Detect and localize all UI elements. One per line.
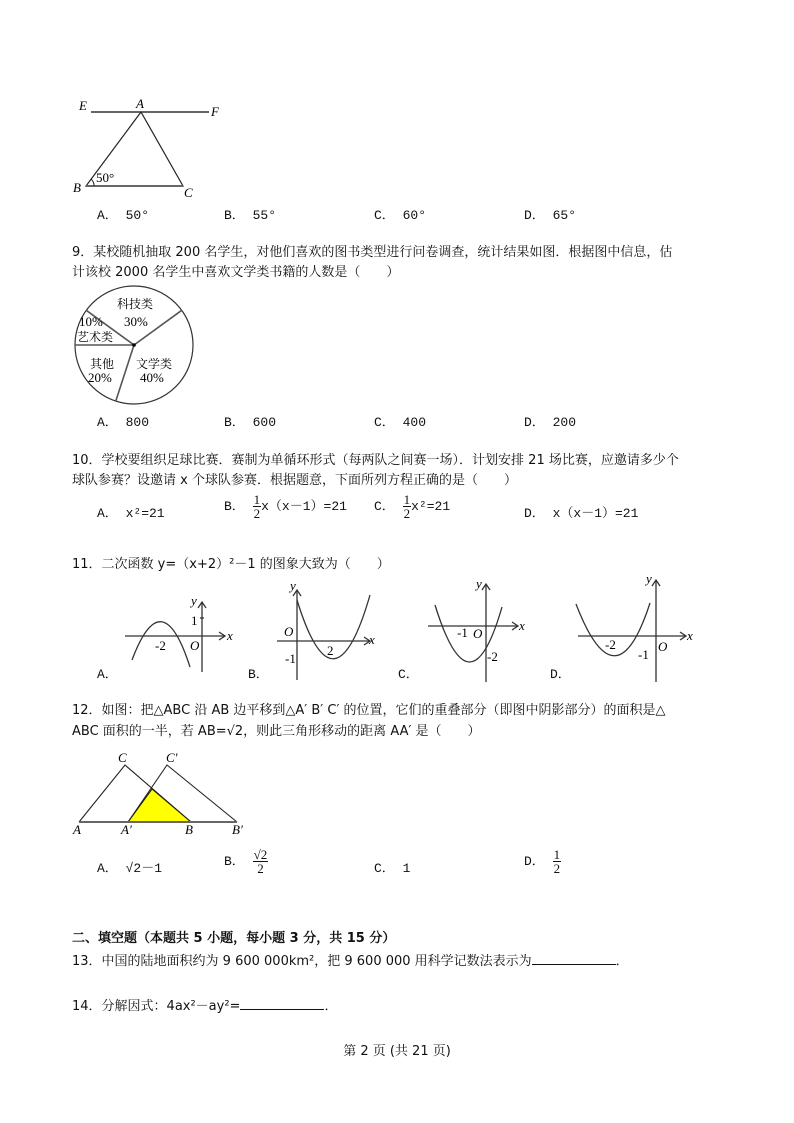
q9-option-c[interactable]: C． 400 [374, 415, 427, 430]
q11-option-d[interactable]: D． [550, 667, 571, 682]
fraction: $\frac{1}{2}$ [553, 847, 561, 876]
q12-option-d[interactable] [524, 848, 561, 875]
answer-blank[interactable] [240, 997, 324, 1010]
option-label: D． [524, 853, 545, 869]
q9-option-d[interactable]: D． 200 [524, 415, 577, 430]
pie-value-science: 30% [124, 314, 148, 329]
pie-slice-boundary [116, 345, 134, 401]
label-C: C [118, 750, 127, 765]
graph-a-origin: O [190, 638, 200, 653]
q12-question-line1: 12．如图：把△ABC 沿 AB 边平移到△A′ B′ C′ 的位置，它们的重叠部分（即图中阴影部分）的面积是△ [72, 703, 666, 718]
q9-option-a[interactable]: A． 800 [97, 415, 150, 430]
fraction: $\frac{√2}{2}$ [253, 847, 268, 876]
graph-a [125, 602, 225, 672]
graph-d-origin: O [658, 639, 668, 654]
q12-option-a[interactable]: A． √2－1 [97, 861, 163, 876]
q11-question: 11．二次函数 y=（x+2）²－1 的图象大致为（ ） [72, 557, 390, 572]
graph-a-tick: 1 [191, 613, 198, 628]
q8-option-b[interactable]: B． 55° [224, 208, 277, 223]
label-C-prime: C′ [166, 750, 178, 765]
graph-a-y-label: y [191, 593, 197, 608]
option-label: C． [374, 498, 395, 514]
pie-label-art: 艺术类 [77, 330, 114, 344]
option-label: B． [224, 498, 245, 514]
graph-b-origin: O [284, 624, 294, 639]
graph-c-x-label: x [519, 618, 525, 633]
graph-c-origin: O [473, 626, 483, 641]
graph-b-tick: 2 [327, 643, 334, 658]
label-B-prime: B′ [232, 822, 243, 837]
pie-label-science: 科技类 [117, 297, 154, 311]
option-text: x²=21 [411, 498, 451, 514]
graph-a-tick: -2 [155, 638, 166, 653]
page-footer: 第 2 页 (共 21 页) [343, 1044, 451, 1059]
label-A: A [73, 822, 81, 837]
q11-option-a[interactable]: A． [97, 667, 118, 682]
section-title: 二、填空题（本题共 5 小题，每小题 3 分，共 15 分） [72, 931, 396, 946]
answer-blank[interactable] [532, 952, 616, 965]
q11-option-c[interactable]: C． [398, 667, 419, 682]
pie-value-literature: 40% [140, 370, 164, 385]
pie-value-other: 20% [88, 370, 112, 385]
label-F: F [211, 104, 219, 119]
q12-option-b[interactable] [224, 848, 268, 875]
pie-value-art: 10% [79, 314, 103, 329]
q10-option-d[interactable]: D． x（x－1）=21 [524, 506, 639, 521]
graph-b-x-label: x [369, 632, 375, 647]
q9-question-line1: 9．某校随机抽取 200 名学生，对他们喜欢的图书类型进行问卷调查，统计结果如图．根据图中信息，估 [72, 245, 673, 260]
graph-d [576, 580, 686, 682]
q12-question-line2: ABC 面积的一半，若 AB=√2，则此三角形移动的距离 AA′ 是（ ） [72, 724, 481, 739]
graph-d-x-label: x [687, 628, 693, 643]
q10-option-a[interactable]: A． x²=21 [97, 506, 165, 521]
fraction: $\frac{1}{2}$ [253, 492, 261, 521]
pie-label-literature: 文学类 [136, 357, 173, 371]
q8-option-a[interactable]: A． 50° [97, 208, 150, 223]
q10-option-b[interactable] [224, 493, 347, 520]
pie-label-other: 其他 [90, 357, 115, 371]
q8-option-d[interactable]: D． 65° [524, 208, 577, 223]
label-B: B [73, 180, 81, 195]
q12-translation-figure [79, 765, 237, 822]
q8-option-c[interactable]: C． 60° [374, 208, 427, 223]
label-B: B [185, 822, 193, 837]
graph-d-tick: -2 [605, 637, 616, 652]
graph-d-tick: -1 [638, 647, 649, 662]
q13-question: 13．中国的陆地面积约为 9 600 000km²，把 9 600 000 用科学记数法表示为 ． [72, 954, 629, 969]
label-E: E [79, 98, 87, 113]
q10-question-line2: 球队参赛？设邀请 x 个球队参赛．根据题意，下面所列方程正确的是（ ） [72, 473, 517, 488]
q11-option-b[interactable]: B． [248, 667, 269, 682]
graph-d-y-label: y [646, 571, 652, 586]
option-text: x（x－1）=21 [261, 498, 347, 514]
q10-option-c[interactable] [374, 493, 450, 520]
graph-b-y-label: y [290, 578, 296, 593]
option-label: B． [224, 853, 245, 869]
graph-b-tick: -1 [285, 651, 296, 666]
q14-question: 14．分解因式：4ax²－ay²= ． [72, 999, 338, 1014]
q12-option-c[interactable]: C． 1 [374, 861, 411, 876]
label-angle: 50° [96, 170, 115, 185]
label-A-prime: A′ [121, 822, 132, 837]
graph-c-y-label: y [476, 576, 482, 591]
label-C: C [184, 185, 193, 200]
label-A: A [136, 96, 144, 111]
fraction: $\frac{1}{2}$ [403, 492, 411, 521]
graph-c-tick: -2 [487, 649, 498, 664]
q10-question-line1: 10．学校要组织足球比赛．赛制为单循环形式（每两队之间赛一场）．计划安排 21 场比赛，应邀请多少个 [72, 453, 679, 468]
q9-option-b[interactable]: B． 600 [224, 415, 277, 430]
graph-c-tick: -1 [457, 625, 468, 640]
graph-a-x-label: x [227, 628, 233, 643]
pie-center [132, 343, 136, 347]
q9-question-line2: 计该校 2000 名学生中喜欢文学类书籍的人数是（ ） [72, 265, 400, 280]
